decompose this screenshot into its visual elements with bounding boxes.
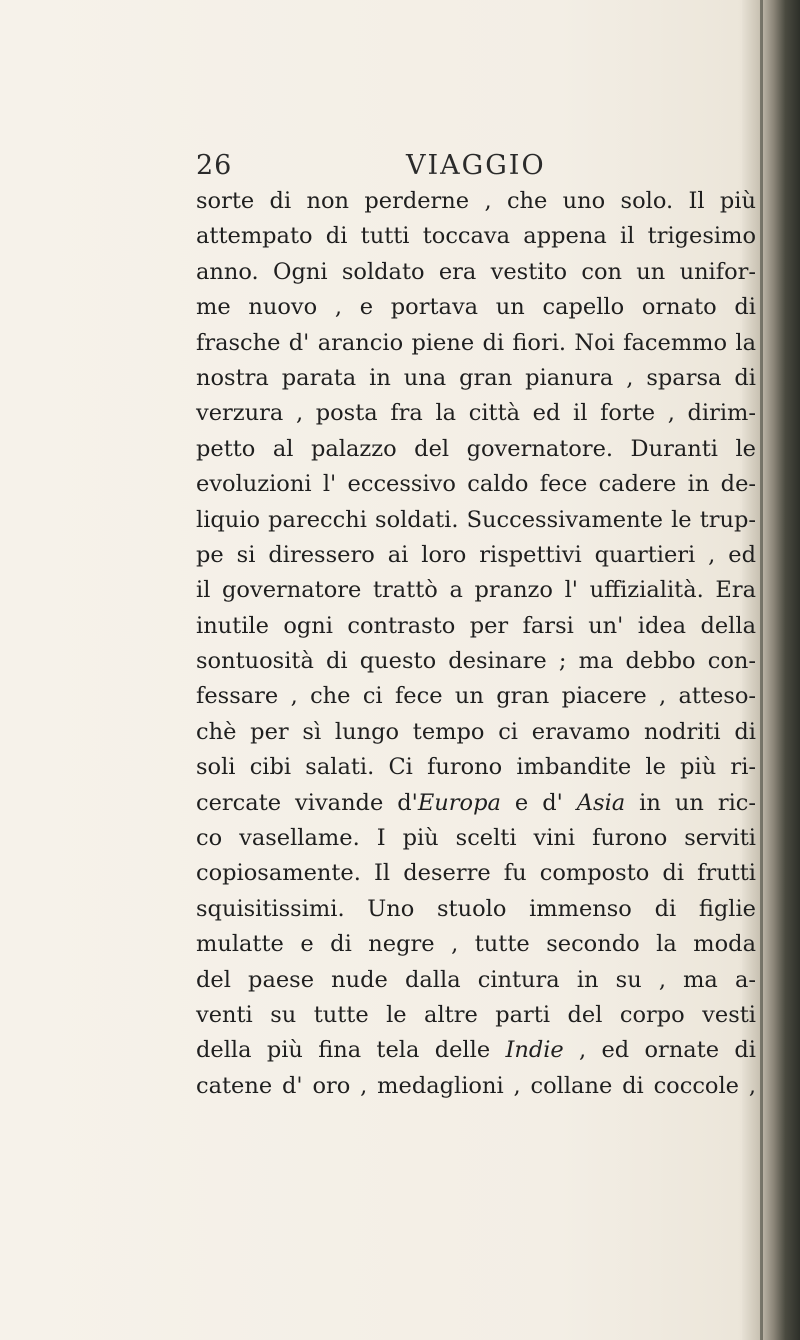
body-text — [196, 184, 756, 1104]
text-line: attempato di tutti toccava appena il trigesimo — [196, 223, 756, 250]
text-line: il governatore trattò a pranzo l' uffizialità. Era — [196, 577, 756, 604]
italic-word-indie: Indie — [505, 1037, 564, 1064]
text-line-with-italics — [196, 786, 756, 821]
text-line: soli cibi salati. Ci furono imbandite le più ri- — [196, 754, 756, 781]
text-line: petto al palazzo del governatore. Duranti le — [196, 435, 756, 462]
text-line: inutile ogni contrasto per farsi un' idea della — [196, 612, 756, 639]
text-line: chè per sì lungo tempo ci eravamo nodriti di — [196, 718, 756, 745]
italic-word-asia: Asia — [576, 789, 626, 816]
text-line: mulatte e di negre , tutte secondo la moda — [196, 931, 756, 958]
text-line: pe si diressero ai loro rispettivi quartieri , ed — [196, 541, 756, 568]
italic-word-europa: Europa — [417, 789, 501, 816]
text-line: venti su tutte le altre parti del corpo vesti — [196, 1001, 756, 1028]
text-line: fessare , che ci fece un gran piacere , atteso- — [196, 683, 756, 710]
text-fragment: e d' — [500, 789, 577, 816]
text-line: catene d' oro , medaglioni , collane di coccole , — [196, 1072, 756, 1099]
text-line: copiosamente. Il deserre fu composto di frutti — [196, 860, 756, 887]
text-fragment: cercate vivande d' — [196, 789, 418, 816]
text-line: verzura , posta fra la città ed il forte , dirim- — [196, 400, 756, 427]
text-line-with-italics — [196, 1033, 756, 1068]
text-fragment: della più fina tela delle — [196, 1037, 506, 1064]
text-line: del paese nude dalla cintura in su , ma a- — [196, 966, 756, 993]
text-line: nostra parata in una gran pianura , sparsa di — [196, 364, 756, 391]
text-line: sorte di non perderne , che uno solo. Il più — [196, 188, 756, 214]
page-number: 26 — [196, 150, 233, 181]
text-line: co vasellame. I più scelti vini furono serviti — [196, 825, 756, 852]
text-line: liquio parecchi soldati. Successivamente le trup- — [196, 506, 756, 533]
text-line: me nuovo , e portava un capello ornato di — [196, 294, 756, 321]
running-title: VIAGGIO — [406, 150, 546, 181]
text-line: squisitissimi. Uno stuolo immenso di figlie — [196, 895, 756, 922]
text-line: frasche d' arancio piene di fiori. Noi facemmo la — [196, 329, 756, 356]
text-fragment: , ed ornate di — [563, 1037, 756, 1064]
text-fragment: in un ric- — [625, 789, 756, 816]
text-line: anno. Ogni soldato era vestito con un unifor- — [196, 258, 756, 285]
text-line: sontuosità di questo desinare ; ma debbo con- — [196, 648, 756, 675]
text-line: evoluzioni l' eccessivo caldo fece cadere in de- — [196, 471, 756, 498]
